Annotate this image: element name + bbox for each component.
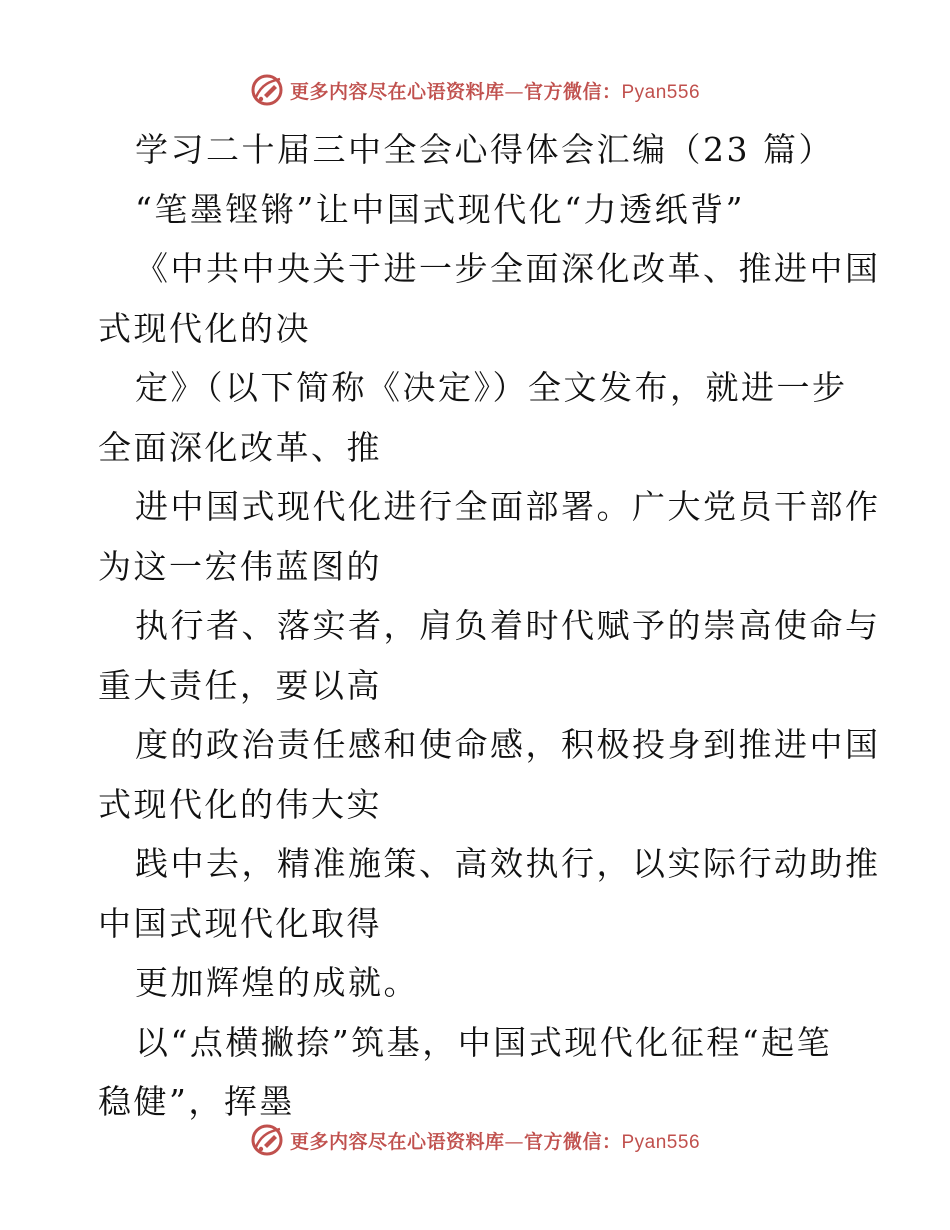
watermark-wechat-label: 官方微信： (523, 1130, 622, 1153)
watermark-wechat-label: 官方微信： (523, 80, 622, 103)
watermark-wechat-id: Pyan556 (621, 1131, 701, 1153)
paragraph-line: 更加辉煌的成就。 (135, 963, 419, 1002)
paragraph-line: 式现代化的伟大实 (98, 784, 382, 824)
paragraph-line: 度的政治责任感和使命感，积极投身到推进中国 (135, 725, 881, 764)
watermark-text (290, 1127, 700, 1154)
document-title: 学习二十届三中全会心得体会汇编（23 篇） (135, 130, 834, 169)
paragraph-line: 全面深化改革、推 (98, 427, 382, 467)
paragraph-line: 式现代化的决 (98, 308, 311, 348)
paragraph-line: 以“点横撇捺”筑基，中国式现代化征程“起笔 (135, 1022, 833, 1062)
footer-watermark (0, 1120, 950, 1160)
watermark-wechat-id: Pyan556 (621, 81, 701, 103)
header-watermark (0, 70, 950, 110)
paragraph-line: 践中去，精准施策、高效执行，以实际行动助推 (135, 844, 881, 883)
watermark-text (290, 77, 700, 104)
watermark-separator: — (504, 1130, 524, 1153)
pen-nib-logo-icon (250, 73, 284, 107)
paragraph-line: 为这一宏伟蓝图的 (98, 546, 382, 586)
paragraph-line: 进中国式现代化进行全面部署。广大党员干部作 (135, 487, 881, 526)
document-body (98, 120, 881, 1132)
pen-nib-logo-icon (250, 1123, 284, 1157)
watermark-title: 更多内容尽在心语资料库 (289, 80, 505, 103)
paragraph-line: 稳健”，挥墨 (98, 1082, 295, 1121)
paragraph-line: 重大责任，要以高 (98, 665, 382, 705)
paragraph-line: 《中共中央关于进一步全面深化改革、推进中国 (135, 249, 881, 288)
watermark-separator: — (504, 80, 524, 103)
article-title: “笔墨铿锵”让中国式现代化“力透纸背” (135, 189, 745, 229)
paragraph-line: 执行者、落实者，肩负着时代赋予的崇高使命与 (135, 606, 881, 645)
paragraph-line: 中国式现代化取得 (98, 903, 382, 943)
paragraph-line: 定》（以下简称《决定》）全文发布，就进一步 (135, 368, 848, 407)
watermark-title: 更多内容尽在心语资料库 (289, 1130, 505, 1153)
